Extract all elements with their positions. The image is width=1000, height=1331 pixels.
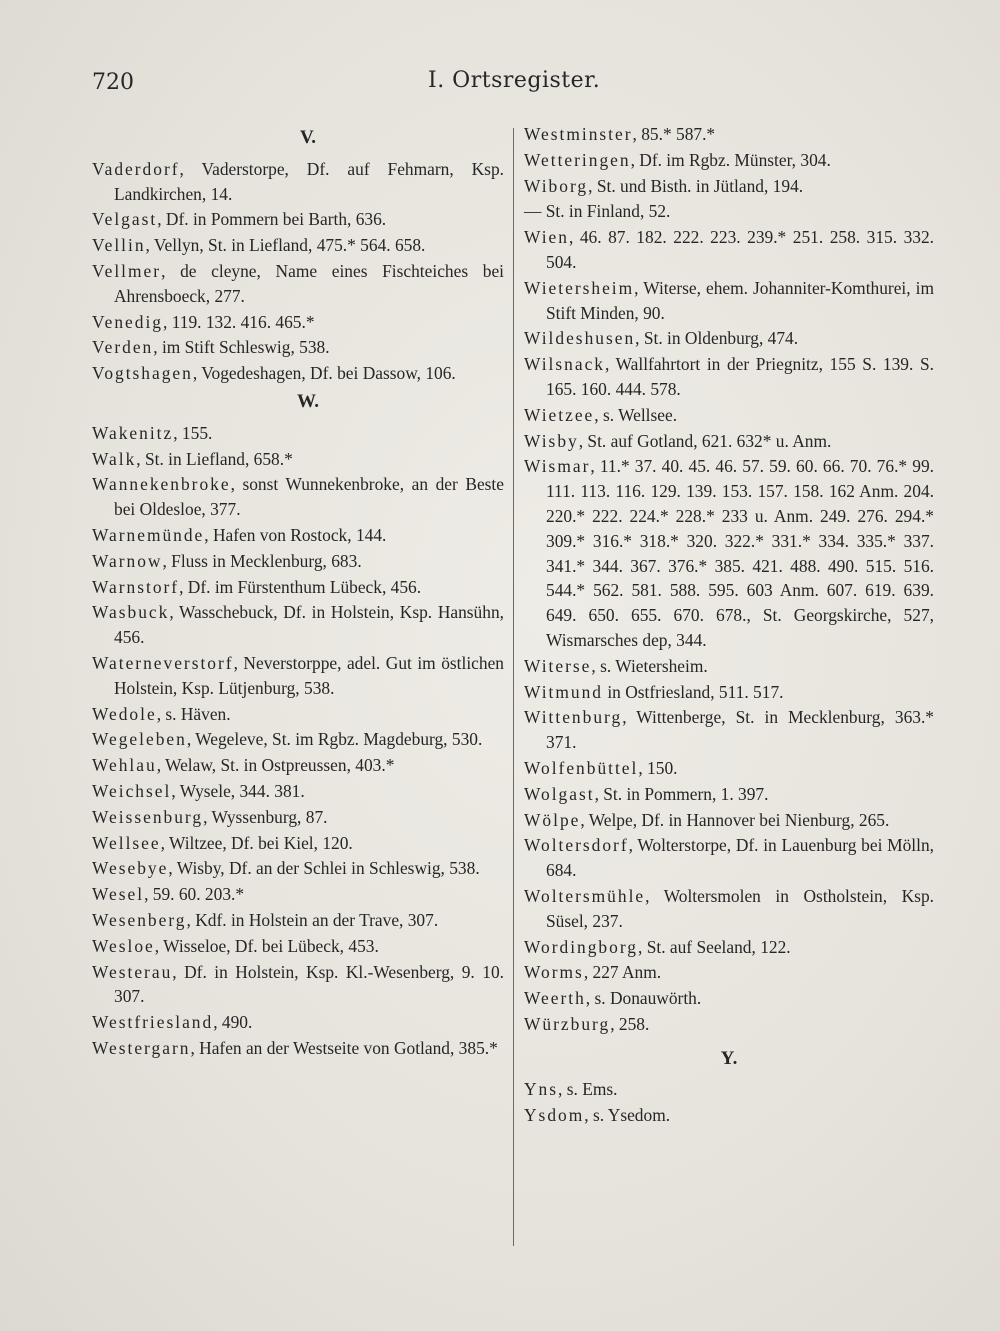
index-entry [92, 882, 504, 907]
index-entry [92, 600, 504, 650]
index-entry [92, 727, 504, 752]
entry-text: , Df. im Rgbz. Münster, 304. [630, 149, 831, 170]
entry-text: , Wallfahrtort in der Priegnitz, 155 S. 139. S. 165. 160. 444. 578. [546, 354, 934, 399]
page-number: 720 [92, 70, 134, 95]
entry-term: Velgast [92, 209, 158, 230]
entry-term: Woltersmühle [524, 885, 646, 906]
entry-text: , s. Donauwörth. [585, 988, 702, 1009]
entry-text: , Wysele, 344. 381. [171, 780, 305, 801]
section-heading-v: V. [299, 127, 317, 148]
entry-text: , Hafen an der Westseite von Gotland, 385.* [190, 1037, 498, 1058]
index-entry [524, 174, 934, 199]
index-entry [524, 326, 934, 351]
entry-text: , s. Ems. [558, 1079, 618, 1100]
entry-text: , s. Wellsee. [594, 404, 678, 425]
entry-term: Wiborg [524, 175, 589, 196]
entry-text: , im Stift Schleswig, 538. [153, 337, 330, 358]
entry-text: , Vogedeshagen, Df. bei Dassow, 106. [192, 363, 456, 384]
entry-text: , sonst Wunnekenbroke, an der Beste bei Oldesloe, 377. [114, 474, 504, 520]
index-entry [92, 549, 504, 574]
index-entry [92, 472, 504, 522]
entry-term: Wedole [92, 703, 157, 724]
entry-term: Weerth [524, 988, 586, 1009]
index-entry [92, 856, 504, 881]
entry-text: , St. auf Seeland, 122. [638, 936, 791, 957]
index-entry [92, 310, 504, 335]
entry-term: Wesel [92, 884, 145, 905]
entry-text: , Vellyn, St. in Liefland, 475.* 564. 658. [145, 235, 426, 256]
entry-text: , s. Wietersheim. [591, 655, 708, 676]
index-entry [524, 1077, 934, 1102]
index-entry [524, 960, 934, 985]
entry-text: , Df. im Fürstenthum Lübeck, 456. [179, 576, 422, 597]
entry-text: , 150. [638, 757, 678, 778]
entry-text: , Wasschebuck, Df. in Holstein, Ksp. Hansühn, 456. [114, 602, 504, 648]
index-entry [524, 454, 934, 652]
index-entry [524, 884, 934, 934]
entry-term: Verden [92, 337, 154, 358]
entry-term: Wehlau [92, 755, 157, 776]
entry-text: , Wyssenburg, 87. [203, 806, 328, 827]
entry-term: Witerse [524, 655, 592, 676]
section-heading-y: Y. [720, 1047, 738, 1069]
index-entry [92, 421, 504, 446]
entry-text: , St. in Oldenburg, 474. [635, 328, 799, 349]
entry-text: , St. auf Gotland, 621. 632* u. Anm. [578, 430, 832, 451]
index-entry [92, 753, 504, 778]
index-entry [92, 335, 504, 360]
index-entry [92, 361, 504, 386]
entry-term: Warnow [92, 550, 163, 571]
entry-text: , Df. in Holstein, Ksp. Kl.-Wesenberg, 9. 10. 307. [114, 961, 504, 1007]
entry-term: Wismar [524, 456, 591, 477]
entry-term: Venedig [92, 311, 163, 332]
entry-term: Waterneverstorf [92, 652, 234, 673]
entry-term: Wolfenbüttel [524, 757, 639, 778]
entry-text: , de cleyne, Name eines Fischteiches bei Ahrensboeck, 277. [114, 260, 504, 306]
entry-term: Vaderdorf [92, 158, 180, 179]
entry-text: , 59. 60. 203.* [144, 884, 245, 905]
entry-text: , Neverstorppe, adel. Gut im östlichen Holstein, Ksp. Lütjenburg, 538. [114, 652, 504, 698]
entry-text: , Witerse, ehem. Johanniter-Komthurei, im Stift Minden, 90. [546, 277, 934, 323]
entry-term: Wietersheim [524, 277, 635, 298]
index-entry [524, 276, 934, 326]
index-entry [524, 225, 934, 275]
entry-term: Wisby [524, 430, 579, 451]
running-title: I. Ortsregister. [428, 68, 601, 93]
index-entry [524, 680, 934, 705]
index-entry [92, 702, 504, 727]
index-entry [92, 651, 504, 701]
index-entry [92, 447, 504, 472]
entry-term: Vogtshagen [92, 363, 193, 384]
column-divider [513, 128, 514, 1246]
entry-term: Wildeshusen [524, 328, 636, 349]
entry-text: , St. und Bisth. in Jütland, 194. [588, 175, 804, 196]
index-entry [92, 908, 504, 933]
index-entry [92, 207, 504, 232]
index-entry [524, 833, 934, 883]
entry-text: , 46. 87. 182. 222. 223. 239.* 251. 258. 315. 332. 504. [546, 227, 934, 272]
index-entry [524, 429, 934, 454]
index-entry [524, 148, 934, 173]
entry-text: , Wisseloe, Df. bei Lübeck, 453. [154, 935, 379, 956]
section-heading-w: W. [296, 390, 319, 412]
entry-text: , s. Häven. [156, 703, 231, 724]
entry-text: , 258. [610, 1013, 650, 1034]
entry-text: , Kdf. in Holstein an der Trave, 307. [186, 909, 439, 930]
entry-list-w-left [92, 421, 504, 1061]
entry-term: Wilsnack [524, 354, 605, 375]
entry-term: Woltersdorf [524, 835, 629, 856]
index-entry [92, 575, 504, 600]
entry-term: Wordingborg [524, 936, 638, 957]
index-entry [524, 352, 934, 402]
entry-term: Wolgast [524, 783, 595, 804]
index-entry [92, 960, 504, 1010]
entry-text: , Df. in Pommern bei Barth, 636. [157, 209, 387, 230]
entry-term: Walk [92, 448, 137, 469]
index-entry [92, 233, 504, 258]
entry-text: , 155. [173, 422, 213, 443]
entry-term: Weissenburg [92, 806, 204, 827]
entry-text: — St. in Finland, 52. [524, 201, 671, 222]
entry-text: , 11.* 37. 40. 45. 46. 57. 59. 60. 66. 70. 76.* 99. 111. 113. 116. 129. 139. 153. 157. 158. 162 Anm. 204. 220.* 222. 224.* 228.* 233 u. Anm. 249. 276. 294.* 309.* 316.* 318.* 320. 322.* 331.* 334. 335.* 337. 341.* 344. 367. 376.* 385. 421. 488. 490. 515. 516. 544.* 562. 581. 588. 595. 603 Anm. 607. 619. 639. 649. 650. 655. 670. 678., St. Georgskirche, 527, Wismarsches dep, 344. [546, 456, 934, 650]
index-entry [92, 831, 504, 856]
index-entry [524, 403, 934, 428]
index-entry [92, 779, 504, 804]
index-entry [92, 1036, 504, 1061]
entry-text: , Welaw, St. in Ostpreussen, 403.* [156, 755, 395, 776]
entry-text: , 227 Anm. [583, 962, 662, 983]
entry-term: Worms [524, 962, 584, 983]
entry-term: Weichsel [92, 780, 172, 801]
entry-text: , Wisby, Df. an der Schlei in Schleswig, 538. [168, 858, 480, 879]
index-entry [524, 782, 934, 807]
index-entry [524, 986, 934, 1011]
index-entry [92, 523, 504, 548]
entry-list-v [92, 157, 504, 386]
entry-term: Warnstorf [92, 576, 180, 597]
entry-term: Wannekenbroke [92, 474, 231, 495]
entry-text: , Welpe, Df. in Hannover bei Nienburg, 265. [580, 809, 890, 830]
index-entry [92, 934, 504, 959]
entry-term: Warnemünde [92, 524, 205, 545]
entry-term: Witmund [524, 681, 603, 702]
index-entry [524, 808, 934, 833]
index-entry [92, 157, 504, 207]
entry-text: , Fluss in Mecklenburg, 683. [162, 550, 362, 571]
entry-term: Wasbuck [92, 602, 170, 623]
entry-term: Wittenburg [524, 707, 623, 728]
entry-term: Wakenitz [92, 422, 174, 443]
index-entry [524, 1012, 934, 1037]
entry-term: Westminster [524, 124, 633, 144]
entry-term: Wegeleben [92, 729, 187, 750]
entry-text: , Woltersmolen in Ostholstein, Ksp. Süsel, 237. [546, 885, 934, 931]
entry-term: Wien [524, 227, 569, 248]
entry-text: , Wiltzee, Df. bei Kiel, 120. [160, 832, 353, 853]
entry-term: Westerau [92, 961, 173, 982]
entry-text: , St. in Liefland, 658.* [136, 448, 293, 469]
entry-text: , 85.* 587.* [632, 124, 716, 144]
index-entry [524, 705, 934, 755]
index-entry [524, 654, 934, 679]
entry-term: Ysdom [524, 1105, 585, 1126]
entry-text: , St. in Pommern, 1. 397. [594, 783, 769, 804]
entry-text: , s. Ysedom. [584, 1105, 671, 1126]
entry-term: Wesebye [92, 858, 169, 879]
entry-text: , 119. 132. 416. 465.* [163, 311, 315, 332]
entry-term: Wietzee [524, 404, 595, 425]
index-entry [92, 805, 504, 830]
entry-text: , 490. [213, 1012, 253, 1033]
entry-text: , Vaderstorpe, Df. auf Fehmarn, Ksp. Landkirchen, 14. [114, 158, 504, 204]
entry-term: Würzburg [524, 1013, 611, 1034]
entry-term: Wesloe [92, 935, 155, 956]
entry-term: Westfriesland [92, 1012, 214, 1033]
entry-list-w-right [524, 122, 934, 1037]
entry-text: in Ostfriesland, 511. 517. [603, 681, 784, 702]
index-entry [524, 199, 934, 224]
entry-term: Vellin [92, 235, 146, 256]
entry-list-y [524, 1077, 934, 1128]
entry-text: , Hafen von Rostock, 144. [204, 524, 387, 545]
index-entry [524, 122, 934, 147]
entry-text: , Wegeleve, St. im Rgbz. Magdeburg, 530. [186, 729, 483, 750]
entry-term: Wetteringen [524, 149, 631, 170]
index-entry [524, 756, 934, 781]
entry-text: , Wittenberge, St. in Mecklenburg, 363.* 371. [546, 707, 934, 753]
entry-term: Wesenberg [92, 909, 187, 930]
left-column [92, 122, 504, 1062]
index-entry [524, 935, 934, 960]
index-entry [92, 259, 504, 309]
right-column [524, 122, 934, 1129]
entry-term: Yns [524, 1079, 559, 1100]
entry-term: Wellsee [92, 832, 161, 853]
entry-term: Westergarn [92, 1037, 191, 1058]
entry-term: Vellmer [92, 260, 162, 281]
entry-text: , Wolterstorpe, Df. in Lauenburg bei Mölln, 684. [546, 835, 934, 881]
index-entry [524, 1103, 934, 1128]
index-entry [92, 1010, 504, 1035]
entry-term: Wölpe [524, 809, 581, 830]
